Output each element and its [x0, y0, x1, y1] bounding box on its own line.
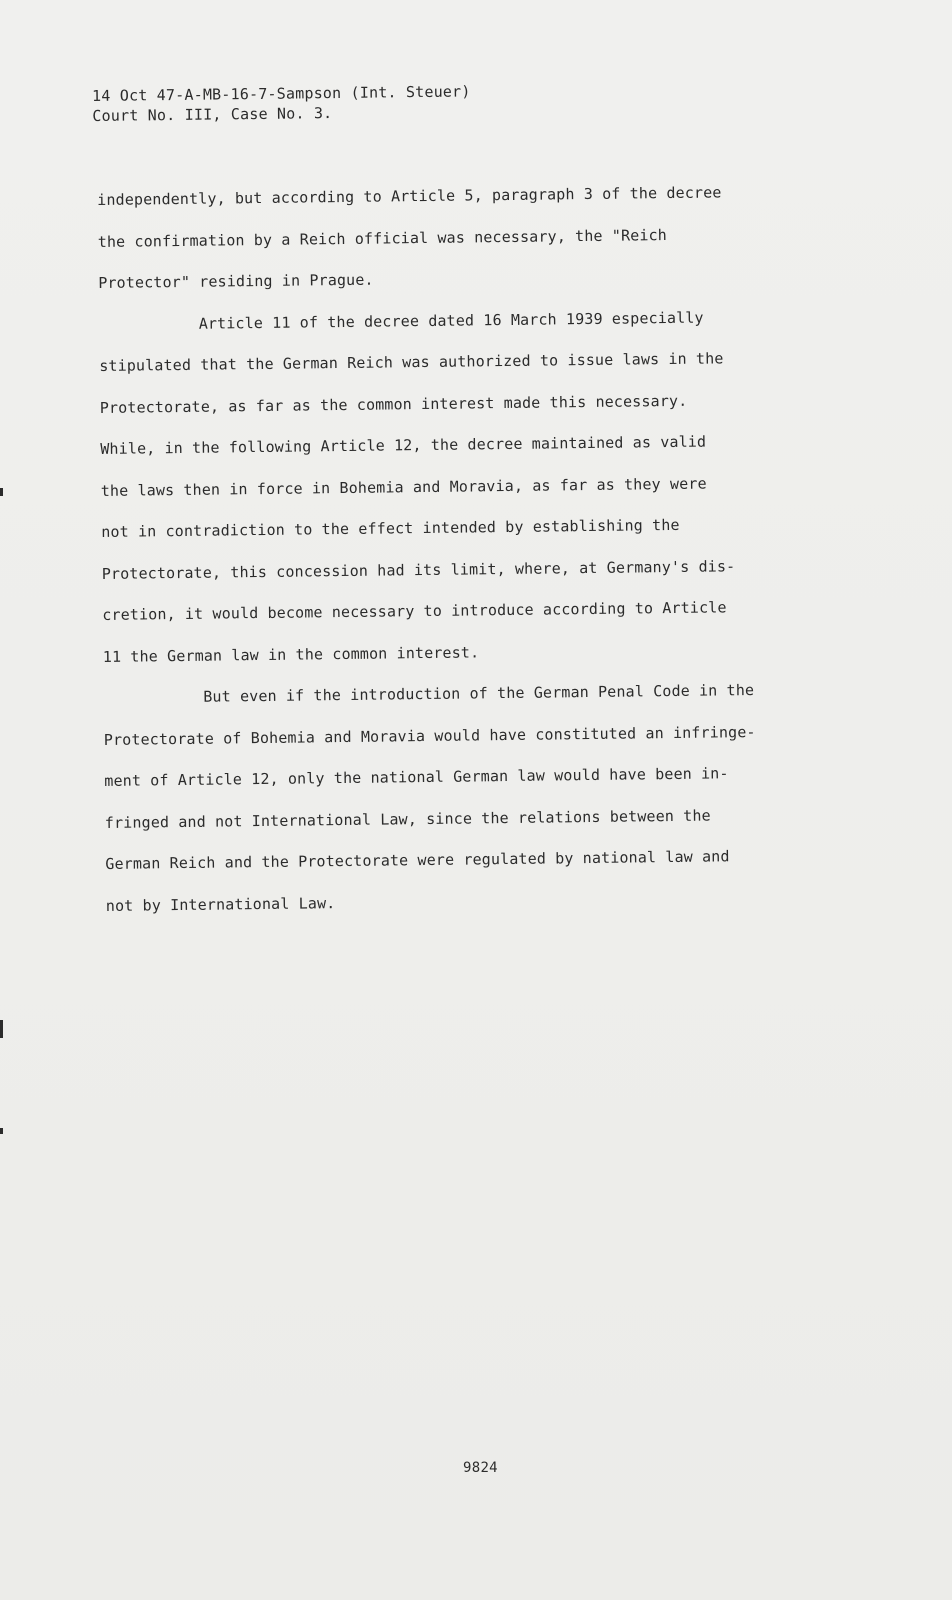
body-line: not by International Law.	[105, 893, 336, 915]
body-line: the confirmation by a Reich official was necessary, the "Reich	[97, 225, 668, 251]
body-line: Protector" residing in Prague.	[98, 270, 374, 292]
body-line: Protectorate, as far as the common interest made this necessary.	[99, 391, 688, 417]
document-body	[97, 171, 826, 927]
body-line: the laws then in force in Bohemia and Moravia, as far as they were	[100, 474, 707, 500]
body-line: 11 the German law in the common interest.	[102, 642, 480, 666]
body-line: ment of Article 12, only the national German law would have been in-	[104, 764, 729, 790]
document-header	[92, 81, 471, 126]
page-number: 9824	[463, 1460, 498, 1476]
body-line: independently, but according to Article 5, paragraph 3 of the decree	[97, 183, 722, 209]
body-line: fringed and not International Law, since the relations between the	[104, 806, 711, 832]
scan-edge-mark	[0, 488, 3, 496]
body-line: But even if the introduction of the German Penal Code in the	[203, 681, 755, 706]
header-line-1: 14 Oct 47-A-MB-16-7-Sampson (Int. Steuer)	[92, 82, 471, 105]
body-line: cretion, it would become necessary to introduce according to Article	[102, 598, 727, 624]
scan-edge-mark	[0, 1128, 3, 1134]
body-line: Protectorate, this concession had its limit, where, at Germany's dis-	[101, 556, 736, 583]
body-line: stipulated that the German Reich was authorized to issue laws in the	[99, 349, 724, 375]
body-line: not in contradiction to the effect intended by establishing the	[101, 515, 680, 541]
scan-edge-mark	[0, 1020, 3, 1038]
body-line: German Reich and the Protectorate were regulated by national law and	[105, 847, 730, 873]
body-line: Article 11 of the decree dated 16 March 1939 especially	[198, 308, 704, 333]
body-line: Protectorate of Bohemia and Moravia would have constituted an infringe-	[103, 722, 756, 749]
body-line: While, in the following Article 12, the decree maintained as valid	[100, 432, 707, 458]
header-line-2: Court No. III, Case No. 3.	[92, 104, 333, 125]
